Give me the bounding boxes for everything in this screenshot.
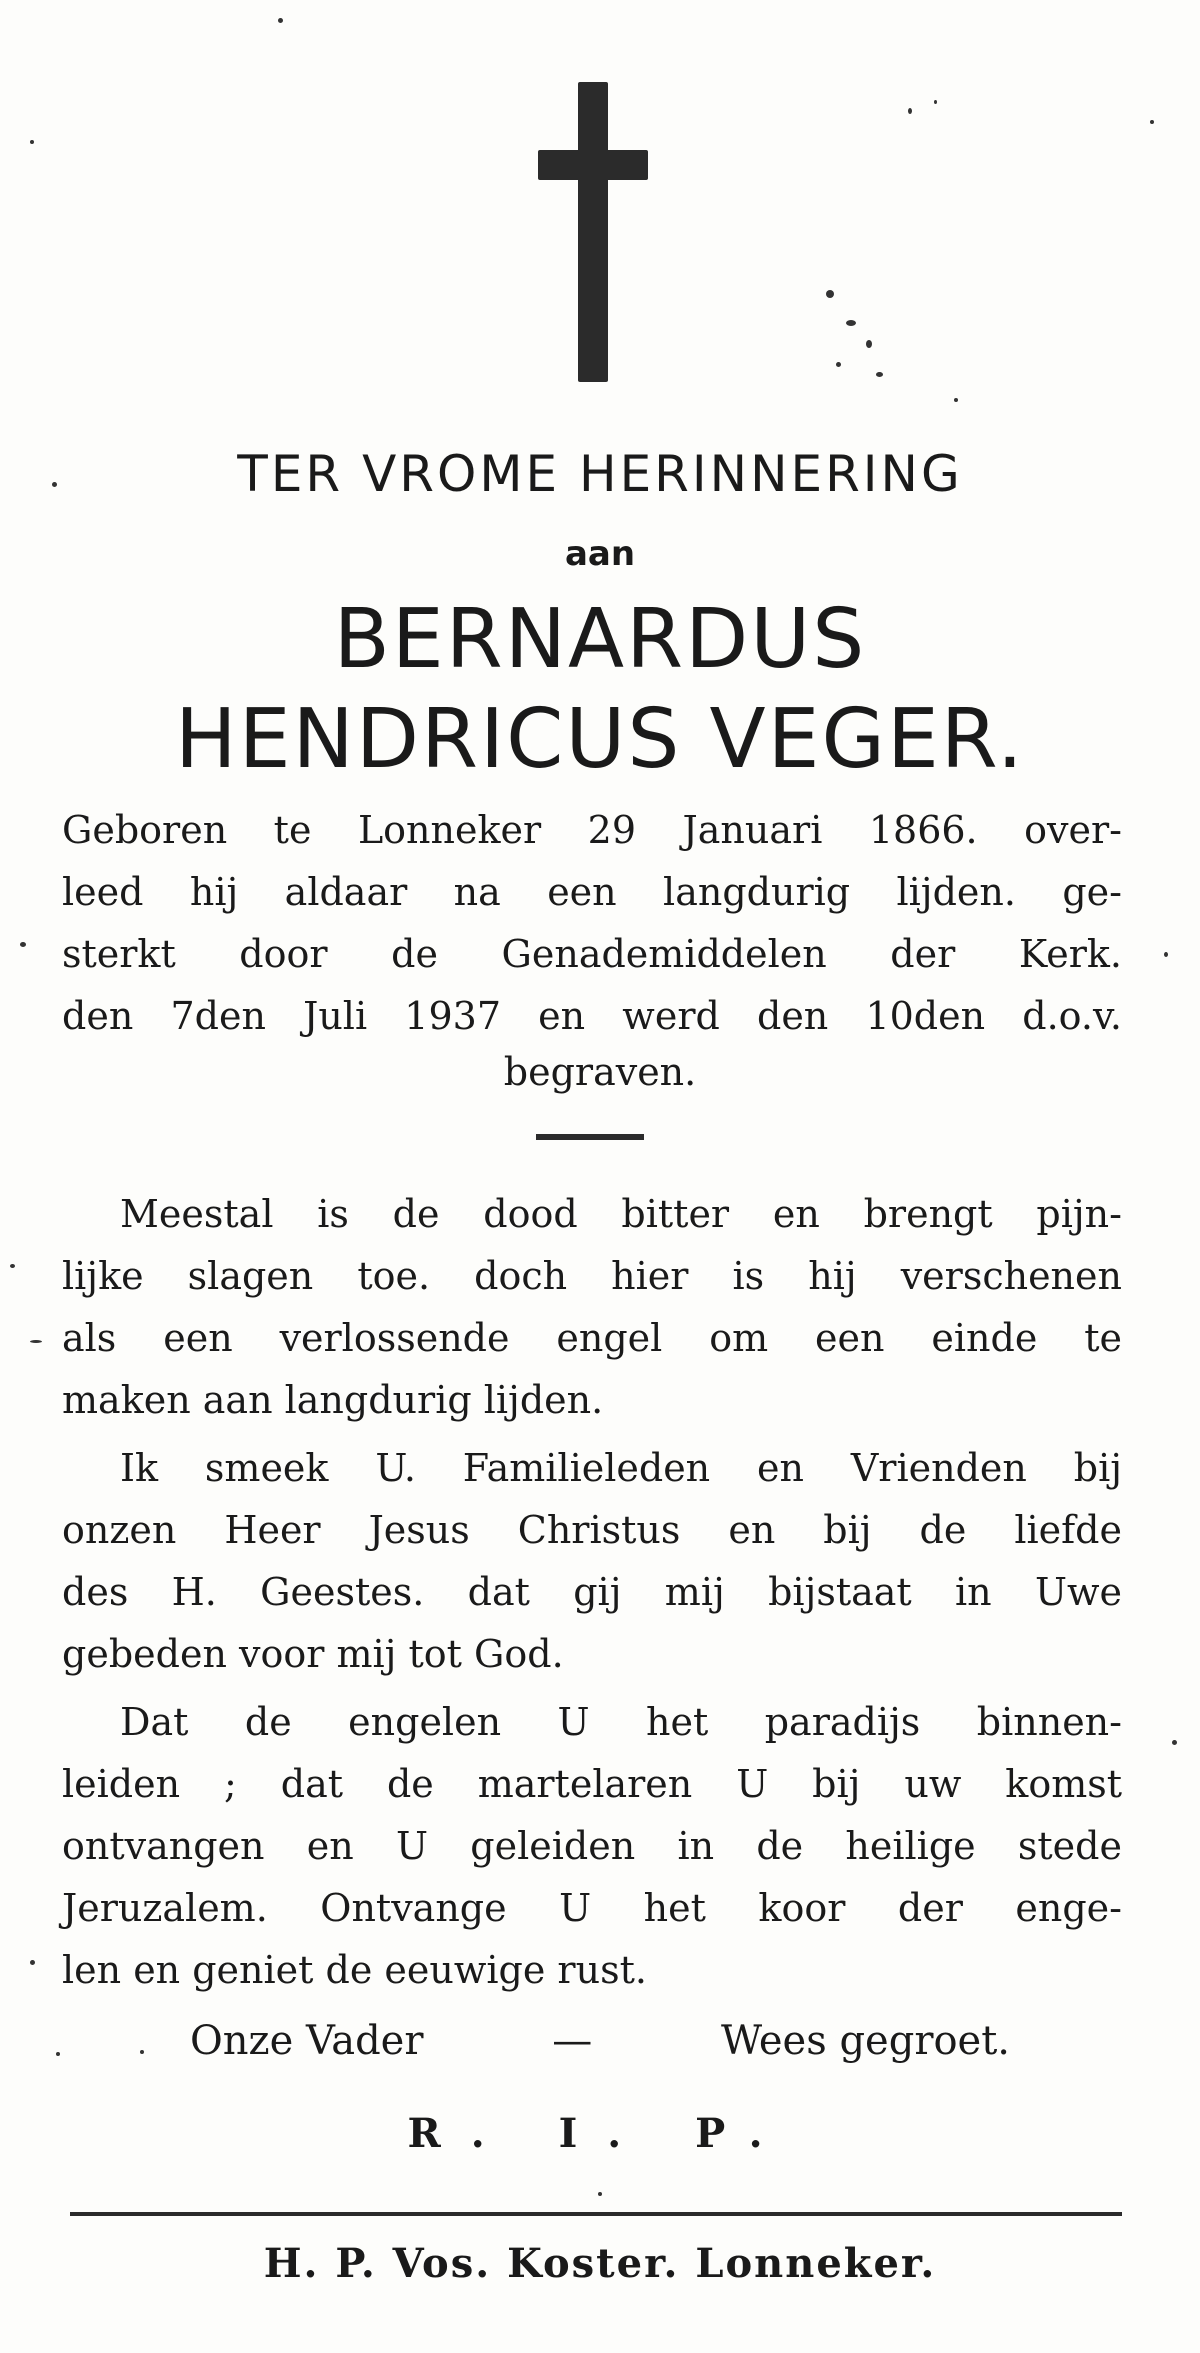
cross-icon [538,82,648,382]
prayer-line [190,2018,1010,2064]
speck [954,398,958,402]
speck [908,108,912,114]
bio-line: den 7den Juli 1937 en werd den 10den d.o.v. [62,994,1122,1038]
speck [30,140,34,144]
rip-text: R. I. P. [407,2110,793,2157]
speck [30,1960,35,1965]
divider-short [536,1134,644,1140]
paragraph-line: leiden ; dat de martelaren U bij uw komst [62,1762,1122,1806]
speck [30,1340,42,1343]
paragraph-line: maken aan langdurig lijden. [62,1378,604,1422]
bio-line: leed hij aldaar na een langdurig lijden. ge- [62,870,1122,914]
paragraph-line: len en geniet de eeuwige rust. [62,1948,647,1992]
paragraph-line: Dat de engelen U het paradijs binnen- [120,1700,1122,1744]
speck [56,2052,60,2056]
divider-long [70,2212,1122,2216]
paragraph-line: als een verlossende engel om een einde te [62,1316,1122,1360]
speck [836,362,841,367]
deceased-surname-line: HENDRICUS VEGER. [175,692,1025,787]
speck [826,290,834,298]
speck [140,2050,144,2054]
paragraph-line: Meestal is de dood bitter en brengt pijn- [120,1192,1122,1236]
paragraph-line: ontvangen en U geleiden in de heilige stede [62,1824,1122,1868]
paragraph-line: onzen Heer Jesus Christus en bij de liefde [62,1508,1122,1552]
paragraph-line: lijke slagen toe. doch hier is hij verschenen [62,1254,1122,1298]
paragraph-line: Ik smeek U. Familieleden en Vrienden bij [120,1446,1122,1490]
dedication-word: aan [564,534,636,574]
speck [934,100,937,104]
card-heading: TER VROME HERINNERING [237,445,963,503]
speck [20,942,26,947]
prayer-wees-gegroet: Wees gegroet. [721,2018,1010,2064]
speck [846,320,856,326]
bio-line: Geboren te Lonneker 29 Januari 1866. over- [62,808,1122,852]
speck [278,18,283,23]
paragraph-line: gebeden voor mij tot God. [62,1632,564,1676]
bio-line-last: begraven. [503,1050,697,1094]
paragraph-line: des H. Geestes. dat gij mij bijstaat in Uwe [62,1570,1122,1614]
speck [866,340,872,348]
prayer-onze-vader: Onze Vader [190,2018,424,2064]
speck [1172,1740,1177,1745]
printer-credit: H. P. Vos. Koster. Lonneker. [263,2240,937,2287]
speck [1164,952,1168,957]
deceased-first-names: BERNARDUS [333,592,867,687]
speck [10,1264,15,1268]
speck [876,372,883,377]
bio-line: sterkt door de Genademiddelen der Kerk. [62,932,1122,976]
speck [1150,120,1154,124]
paragraph-line: Jeruzalem. Ontvange U het koor der enge- [62,1886,1122,1930]
prayer-dash: — [552,2018,593,2064]
speck [598,2192,602,2196]
